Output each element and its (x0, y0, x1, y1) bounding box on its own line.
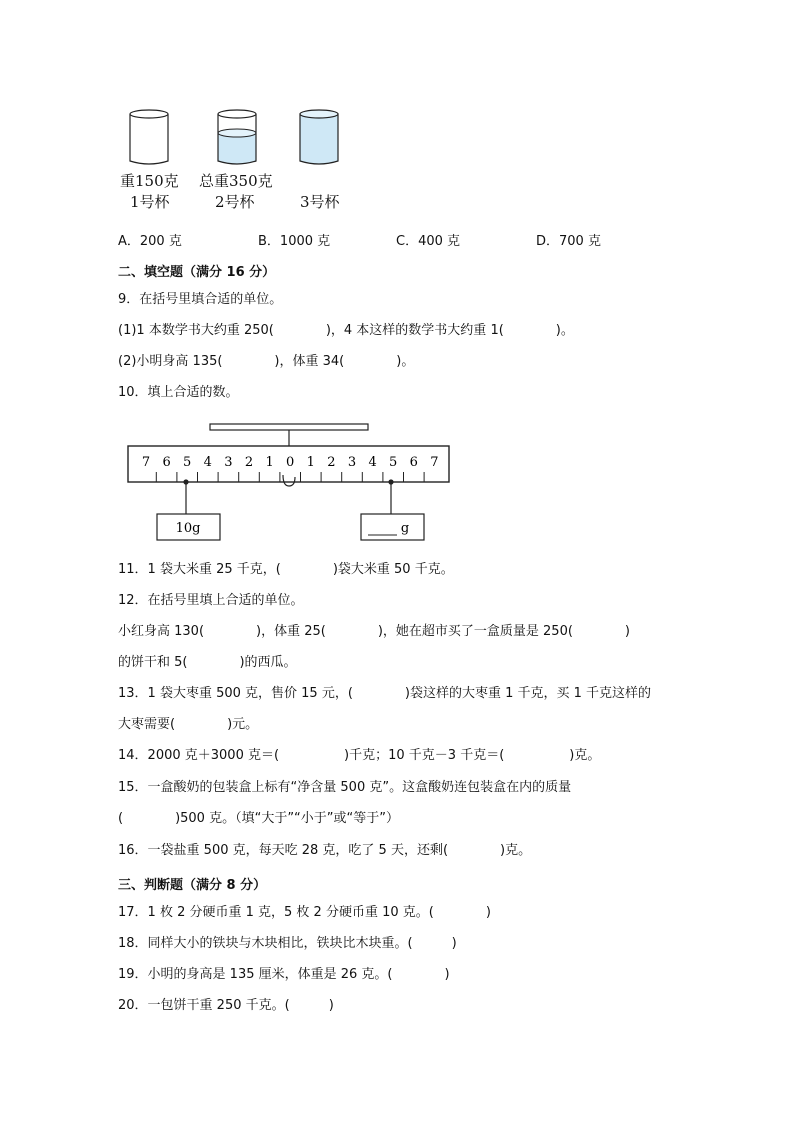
scale-tick-label: 2 (244, 455, 254, 470)
cup-3-label: 3号杯 (300, 193, 340, 211)
cups-figure (110, 105, 370, 175)
scale-tick-label: 4 (203, 455, 212, 470)
q12-line-1: 小红身高 130( )，体重 25( )，她在超市买了一盒质量是 250( ) (118, 624, 630, 639)
q12-line-2: 的饼干和 5( )的西瓜。 (118, 655, 297, 670)
cup-1-label: 1号杯 (130, 193, 170, 211)
lever-top-bar (210, 424, 368, 430)
q9-line-1: (1)1 本数学书大约重 250( )，4 本这样的数学书大约重 1( )。 (118, 323, 574, 338)
right-weight-label: g (400, 521, 410, 536)
section-2-heading: 二、填空题（满分 16 分） (118, 265, 276, 280)
lever-balance-figure (126, 420, 454, 545)
cup-3-full-water (300, 110, 338, 164)
cup-2-half-water (218, 110, 256, 164)
q19: 19．小明的身高是 135 厘米，体重是 26 克。( ) (118, 967, 450, 982)
scale-tick-label: 7 (430, 455, 439, 470)
cup-2-caption: 总重350克 (199, 172, 273, 190)
q17: 17．1 枚 2 分硬币重 1 克，5 枚 2 分硬币重 10 克。( ) (118, 905, 491, 920)
scale-tick-label: 0 (286, 455, 295, 470)
scale-tick-label: 1 (306, 455, 315, 470)
q15-line-1: 15．一盒酸奶的包装盒上标有“净含量 500 克”。这盒酸奶连包装盒在内的质量 (118, 780, 572, 795)
scale-tick-label: 1 (265, 455, 274, 470)
option-a: A．200 克 (118, 234, 182, 249)
q16: 16．一袋盐重 500 克，每天吃 28 克，吃了 5 天，还剩( )克。 (118, 843, 532, 858)
q12-title: 12．在括号里填上合适的单位。 (118, 593, 304, 608)
option-d: D．700 克 (536, 234, 601, 249)
scale-tick-label: 6 (409, 455, 418, 470)
q9-line-2: (2)小明身高 135( )，体重 34( )。 (118, 354, 415, 369)
scale-tick-label: 4 (368, 455, 377, 470)
scale-tick-label: 6 (162, 455, 171, 470)
scale-tick-label: 5 (389, 455, 398, 470)
cup-1-empty (130, 110, 168, 164)
cup-1-caption: 重150克 (120, 172, 179, 190)
scale-tick-label: 3 (347, 455, 357, 470)
scale-tick-label: 3 (224, 455, 233, 470)
left-weight-label: 10g (175, 521, 201, 536)
option-c: C．400 克 (396, 234, 461, 249)
option-b: B．1000 克 (258, 234, 331, 249)
scale-tick-label: 7 (141, 455, 151, 470)
q20: 20．一包饼干重 250 千克。( ) (118, 998, 334, 1013)
q9-title: 9．在括号里填合适的单位。 (118, 292, 283, 307)
q13-line-2: 大枣需要( )元。 (118, 717, 259, 732)
q13-line-1: 13．1 袋大枣重 500 克，售价 15 元，( )袋这样的大枣重 1 千克，买 1 千克这样的 (118, 686, 652, 701)
cup-2-label: 2号杯 (215, 193, 255, 211)
q11: 11．1 袋大米重 25 千克，( )袋大米重 50 千克。 (118, 562, 454, 577)
q14: 14．2000 克＋3000 克＝( )千克；10 千克－3 千克＝( )克。 (118, 748, 601, 763)
q18: 18．同样大小的铁块与木块相比，铁块比木块重。( ) (118, 936, 457, 951)
right-weight-box (361, 514, 424, 540)
section-3-heading: 三、判断题（满分 8 分） (118, 878, 267, 893)
q15-line-2: ( )500 克。（填“大于”“小于”或“等于”） (118, 811, 399, 826)
scale-tick-label: 2 (327, 455, 336, 470)
q10-title: 10．填上合适的数。 (118, 385, 239, 400)
scale-tick-label: 5 (183, 455, 192, 470)
